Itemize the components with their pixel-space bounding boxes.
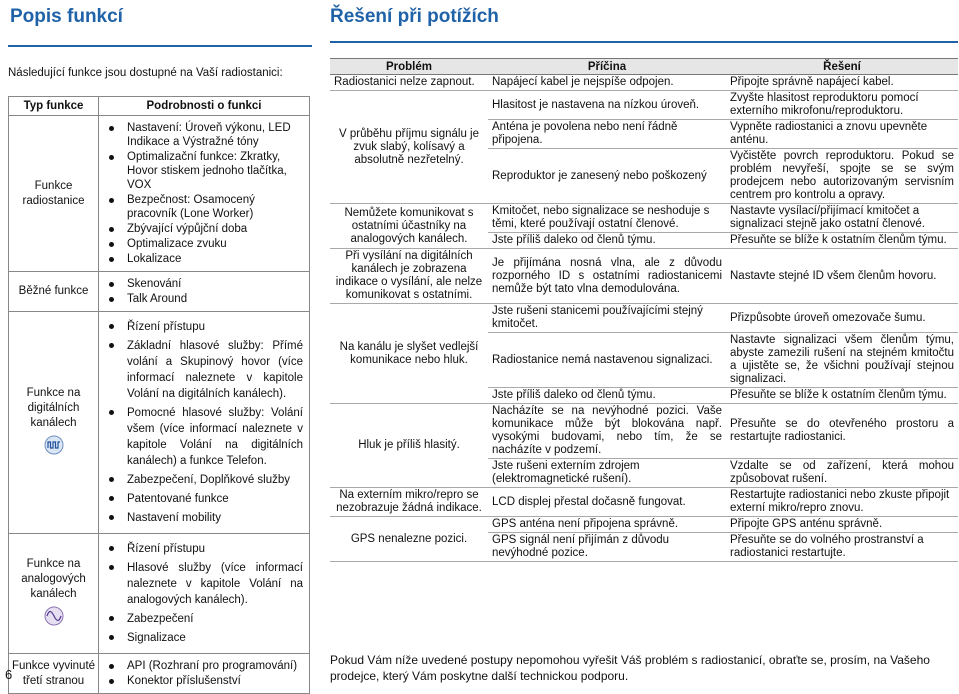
feature-list [103,659,303,688]
list-item: Optimalizační funkce: Zkratky, Hovor stiskem jednoho tlačítka, VOX [103,150,303,192]
support-note: Pokud Vám níže uvedené postupy nepomohou vyřešit Váš problém s radiostanicí, obraťte se, prosím, na Vašeho prodejce, který Vám poskytne další technickou podporu. [330,653,930,683]
list-item: Základní hlasové služby: Přímé volání a Skupinový hovor (více informací naleznete v kapitole Volání na digitálních kanálech). [103,338,303,402]
list-item: Talk Around [103,292,303,306]
table-row [330,249,958,304]
solution-cell: Připojte správně napájecí kabel. [726,75,958,91]
list-item: Hlasové služby (více informací naleznete v kapitole Volání na analogových kanálech). [103,560,303,608]
cause-cell: GPS signál není přijímán z důvodu nevýhodné pozice. [488,533,726,562]
solution-cell: Vypněte radiostanici a znovu upevněte anténu. [726,120,958,149]
cause-cell: Jste rušeni stanicemi používajícími stejný kmitočet. [488,304,726,333]
table-row [330,488,958,517]
solution-cell: Přesuňte se do volného prostranství a radiostanici restartujte. [726,533,958,562]
right-page-title: Řešení při potížích [330,6,499,27]
feature-list [103,121,303,266]
functions-table [8,96,310,694]
cause-cell: Radiostanice nemá nastavenou signalizaci. [488,333,726,388]
cause-cell: Jste příliš daleko od členů týmu. [488,233,726,249]
row-label: Funkce na analogových kanálech [21,557,86,600]
solution-cell: Přesuňte se blíže k ostatním členům týmu. [726,233,958,249]
page-number: 6 [5,667,13,682]
solution-cell: Přesuňte se blíže k ostatním členům týmu. [726,388,958,404]
cause-cell: LCD displej přestal dočasně fungovat. [488,488,726,517]
table-row [330,204,958,233]
analog-mode-icon [44,606,64,626]
list-item: Bezpečnost: Osamocený pracovník (Lone Worker) [103,193,303,221]
row-label: Funkce radiostanice [9,116,99,272]
table-row [9,534,310,654]
table-row [9,272,310,312]
solution-cell: Vzdalte se od zařízení, která mohou způsobovat rušení. [726,459,958,488]
row-label: Běžné funkce [9,272,99,312]
problem-cell: V průběhu příjmu signálu je zvuk slabý, kolísavý a absolutně nezřetelný. [330,91,488,204]
table-row [330,91,958,120]
cause-cell: Jste příliš daleko od členů týmu. [488,388,726,404]
cause-cell: Je přijímána nosná vlna, ale z důvodu rozporného ID s ostatními radiostanicemi nemůže být tato vlna demodulována. [488,249,726,304]
solution-cell: Přizpůsobte úroveň omezovače šumu. [726,304,958,333]
problem-cell: Nemůžete komunikovat s ostatními účastníky na analogových kanálech. [330,204,488,249]
solution-cell: Nastavte signalizaci všem členům týmu, abyste zamezili rušení na stejném kmitočtu a ujistěte se, že všichni používají stejnou signalizaci. [726,333,958,388]
list-item: Zabezpečení, Doplňkové služby [103,472,303,488]
solution-cell: Připojte GPS anténu správně. [726,517,958,533]
solution-cell: Restartujte radiostanici nebo zkuste připojit externí mikro/repro znovu. [726,488,958,517]
list-item: API (Rozhraní pro programování) [103,659,303,673]
solution-cell: Vyčistěte povrch reproduktoru. Pokud se problém nevyřeší, spojte se se svým prodejcem nebo autorizovaným servisním centrem pro kontrolu a opravy. [726,149,958,204]
list-item: Patentované funkce [103,491,303,507]
digital-mode-icon [44,435,64,455]
list-item: Zabezpečení [103,611,303,627]
col-solution: Řešení [726,59,958,75]
list-item: Nastavení: Úroveň výkonu, LED Indikace a Výstražné tóny [103,121,303,149]
col-function-details: Podrobnosti o funkci [99,97,310,116]
list-item: Lokalizace [103,252,303,266]
cause-cell: Kmitočet, nebo signalizace se neshoduje s těmi, které používají ostatní členové. [488,204,726,233]
list-item: Pomocné hlasové služby: Volání všem (více informací naleznete v kapitole Volání na digitálních kanálech) a funkce Telefon. [103,405,303,469]
list-item: Skenování [103,277,303,291]
solution-cell: Nastavte vysílací/přijímací kmitočet a signalizaci stejně jako ostatní členové. [726,204,958,233]
cause-cell: Nacházíte se na nevýhodné pozici. Vaše komunikace může být blokována např. vysokými budovami, nebo tím, že se nacházíte v podzemí. [488,404,726,459]
row-label: Funkce na digitálních kanálech [26,386,81,429]
list-item: Optimalizace zvuku [103,237,303,251]
solution-cell: Zvyšte hlasitost reproduktoru pomocí externího mikrofonu/reproduktoru. [726,91,958,120]
cause-cell: Hlasitost je nastavena na nízkou úroveň. [488,91,726,120]
problem-cell: Radiostanici nelze zapnout. [330,75,488,91]
table-row [330,304,958,333]
col-problem: Problém [330,59,488,75]
row-label: Funkce vyvinuté třetí stranou [9,654,99,694]
table-row [9,654,310,694]
problem-cell: Na externím mikro/repro se nezobrazuje žádná indikace. [330,488,488,517]
cause-cell: Jste rušeni externím zdrojem (elektromagnetické rušení). [488,459,726,488]
feature-list [103,541,303,646]
problem-cell: Hluk je příliš hlasitý. [330,404,488,488]
list-item: Zbývající výpůjční doba [103,222,303,236]
right-title-rule [330,41,958,43]
table-row [330,75,958,91]
cause-cell: Anténa je povolena nebo není řádně připojena. [488,120,726,149]
table-row [330,404,958,459]
cause-cell: Reproduktor je zanesený nebo poškozený [488,149,726,204]
list-item: Řízení přístupu [103,541,303,557]
table-row [9,312,310,534]
troubleshooting-table [330,58,958,562]
list-item: Nastavení mobility [103,510,303,526]
solution-cell: Nastavte stejné ID všem členům hovoru. [726,249,958,304]
feature-list [103,277,303,306]
list-item: Řízení přístupu [103,319,303,335]
list-item: Signalizace [103,630,303,646]
table-row [9,116,310,272]
col-function-type: Typ funkce [9,97,99,116]
table-row [330,517,958,533]
col-cause: Příčina [488,59,726,75]
solution-cell: Přesuňte se do otevřeného prostoru a restartujte radiostanici. [726,404,958,459]
left-title-rule [8,45,312,47]
feature-list [103,319,303,526]
left-page-title: Popis funkcí [10,6,123,27]
functions-intro: Následující funkce jsou dostupné na Vaší radiostanici: [8,67,283,79]
problem-cell: Na kanálu je slyšet vedlejší komunikace nebo hluk. [330,304,488,404]
cause-cell: Napájecí kabel je nejspíše odpojen. [488,75,726,91]
cause-cell: GPS anténa není připojena správně. [488,517,726,533]
problem-cell: Při vysílání na digitálních kanálech je zobrazena indikace o vysílání, ale nelze komunikovat s ostatními. [330,249,488,304]
problem-cell: GPS nenalezne pozici. [330,517,488,562]
list-item: Konektor příslušenství [103,674,303,688]
